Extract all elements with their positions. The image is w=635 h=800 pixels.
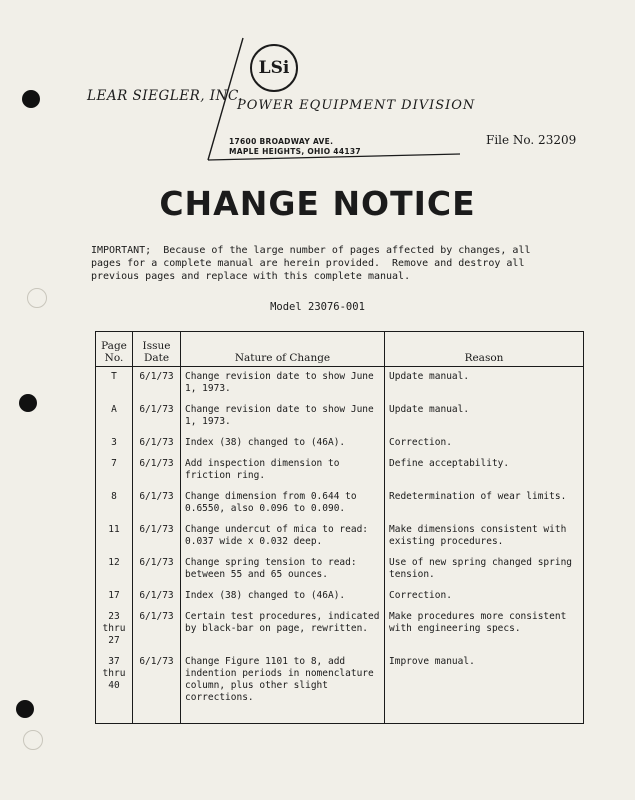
cell-issue-date: 6/1/73: [133, 433, 181, 454]
cell-nature: Change revision date to show June 1, 1973.: [181, 367, 385, 401]
cell-nature: Add inspection dimension to friction ring.: [181, 454, 385, 487]
cell-page-no: 7: [96, 454, 133, 487]
cell-nature: Change spring tension to read: between 55 and 65 ounces.: [181, 553, 385, 586]
header-reason: Reason: [385, 332, 584, 367]
cell-page-no: 23 thru 27: [96, 607, 133, 652]
cell-nature: Index (38) changed to (46A).: [181, 586, 385, 607]
cell-issue-date: 6/1/73: [133, 586, 181, 607]
cell-reason: Correction.: [385, 586, 584, 607]
cell-reason: Correction.: [385, 433, 584, 454]
division-name: POWER EQUIPMENT DIVISION: [237, 98, 476, 113]
file-number: File No. 23209: [486, 133, 577, 147]
company-name: LEAR SIEGLER, INC.: [87, 88, 244, 104]
change-table: [95, 331, 584, 724]
cell-reason: Improve manual.: [385, 652, 584, 709]
lsi-logo: LSi: [250, 44, 298, 92]
cell-nature: Change Figure 1101 to 8, add indention periods in nomenclature column, plus other slight corrections.: [181, 652, 385, 709]
cell-issue-date: 6/1/73: [133, 400, 181, 433]
address-line-1: 17600 BROADWAY AVE.: [229, 137, 334, 146]
table-blank-row: [96, 709, 584, 724]
cell-page-no: T: [96, 367, 133, 401]
table-row: [96, 454, 584, 487]
table-row: [96, 607, 584, 652]
table-row: [96, 487, 584, 520]
table-row: [96, 586, 584, 607]
cell-issue-date: 6/1/73: [133, 520, 181, 553]
page-title: CHANGE NOTICE: [159, 184, 476, 223]
table-row: [96, 652, 584, 709]
header-nature: Nature of Change: [181, 332, 385, 367]
blank-cell: [133, 709, 181, 724]
cell-issue-date: 6/1/73: [133, 454, 181, 487]
important-line: pages for a complete manual are herein provided. Remove and destroy all: [91, 258, 525, 269]
cell-page-no: 17: [96, 586, 133, 607]
cell-page-no: 3: [96, 433, 133, 454]
cell-issue-date: 6/1/73: [133, 367, 181, 401]
cell-reason: Update manual.: [385, 400, 584, 433]
cell-issue-date: 6/1/73: [133, 553, 181, 586]
model-number: Model 23076-001: [270, 301, 365, 313]
blank-cell: [181, 709, 385, 724]
cell-issue-date: 6/1/73: [133, 652, 181, 709]
table-row: [96, 553, 584, 586]
table-row: [96, 367, 584, 401]
cell-page-no: 8: [96, 487, 133, 520]
cell-issue-date: 6/1/73: [133, 487, 181, 520]
cell-page-no: 12: [96, 553, 133, 586]
cell-reason: Use of new spring changed spring tension.: [385, 553, 584, 586]
blank-cell: [96, 709, 133, 724]
cell-reason: Redetermination of wear limits.: [385, 487, 584, 520]
important-notice: [91, 244, 551, 283]
cell-nature: Change revision date to show June 1, 1973.: [181, 400, 385, 433]
cell-reason: Make dimensions consistent with existing procedures.: [385, 520, 584, 553]
table-row: [96, 433, 584, 454]
table-row: [96, 520, 584, 553]
blank-cell: [385, 709, 584, 724]
header-page-no: Page No.: [96, 332, 133, 367]
cell-issue-date: 6/1/73: [133, 607, 181, 652]
header-issue-date: Issue Date: [133, 332, 181, 367]
cell-reason: Define acceptability.: [385, 454, 584, 487]
address-line-2: MAPLE HEIGHTS, OHIO 44137: [229, 147, 361, 156]
cell-page-no: A: [96, 400, 133, 433]
important-line: previous pages and replace with this complete manual.: [91, 271, 411, 282]
cell-page-no: 37 thru 40: [96, 652, 133, 709]
cell-reason: Make procedures more consistent with engineering specs.: [385, 607, 584, 652]
cell-nature: Certain test procedures, indicated by black-bar on page, rewritten.: [181, 607, 385, 652]
cell-nature: Change undercut of mica to read: 0.037 wide x 0.032 deep.: [181, 520, 385, 553]
cell-nature: Index (38) changed to (46A).: [181, 433, 385, 454]
table-row: [96, 400, 584, 433]
important-line: IMPORTANT; Because of the large number of pages affected by changes, all: [91, 245, 531, 256]
cell-reason: Update manual.: [385, 367, 584, 401]
cell-nature: Change dimension from 0.644 to 0.6550, also 0.096 to 0.090.: [181, 487, 385, 520]
table-header-row: [96, 332, 584, 367]
cell-page-no: 11: [96, 520, 133, 553]
